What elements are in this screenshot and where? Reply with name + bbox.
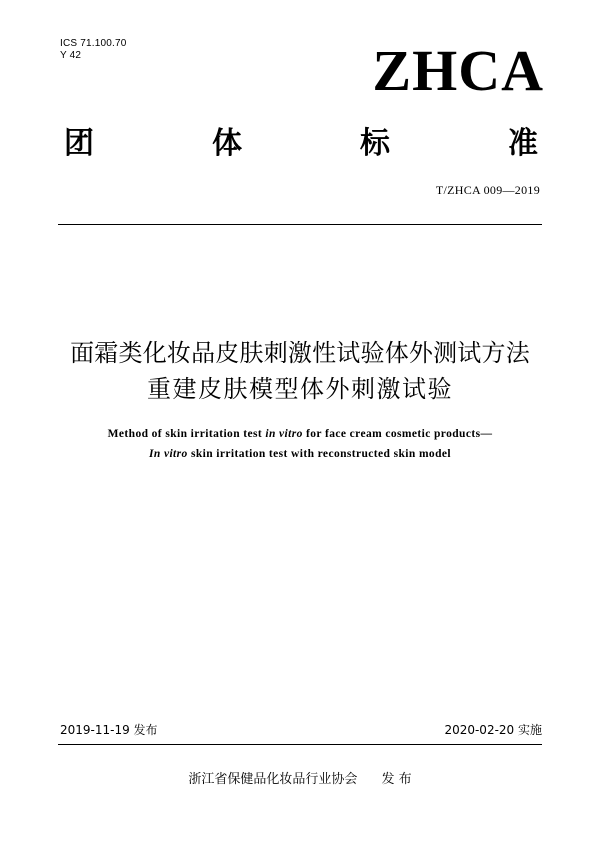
title-zh-line2: 重建皮肤模型体外刺激试验 — [147, 375, 453, 403]
publish-label: 发 布 — [381, 772, 412, 787]
title-en-line1-italic: in vitro — [265, 428, 303, 440]
title-zh-line1: 面霜类化妆品皮肤刺激性试验体外测试方法 — [70, 339, 530, 367]
title-en-line1-part2: for face cream cosmetic products— — [302, 428, 493, 440]
bottom-divider — [58, 744, 542, 745]
standard-type-char-1: 团 — [64, 126, 94, 161]
title-en-line2-italic: In vitro — [149, 448, 188, 460]
ccs-code: Y 42 — [60, 50, 82, 61]
title-en-line2-part2: skin irritation test with reconstructed skin model — [187, 448, 451, 460]
publisher-line — [0, 772, 600, 788]
implement-date: 2020-02-20 实施 — [444, 723, 542, 737]
title-en-line1 — [0, 426, 600, 442]
publisher-name: 浙江省保健品化妆品行业协会 — [188, 772, 358, 787]
classification-codes — [60, 38, 127, 62]
title-en-line1-part1: Method of skin irritation test — [107, 428, 266, 440]
standard-type-heading — [64, 128, 538, 160]
standard-type-char-4: 准 — [508, 126, 538, 161]
ics-code: ICS 71.100.70 — [60, 38, 127, 49]
title-en-line2 — [0, 446, 600, 462]
standard-type-char-2: 体 — [212, 126, 242, 161]
top-divider — [58, 224, 542, 225]
issue-date: 2019-11-19 发布 — [60, 723, 158, 737]
zhca-logo: ZHCA — [372, 38, 544, 103]
standard-type-char-3: 标 — [360, 126, 390, 161]
standard-number: T/ZHCA 009—2019 — [435, 183, 540, 197]
